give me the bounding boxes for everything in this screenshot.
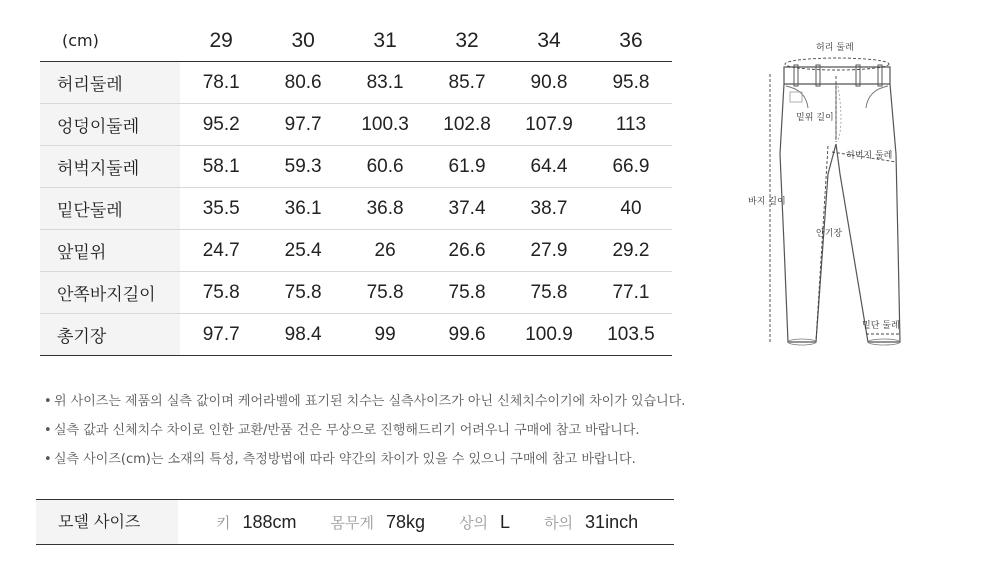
table-cell: 75.8 — [344, 272, 426, 314]
diagram-label-rise: 밑위 길이 — [796, 113, 834, 123]
table-cell: 100.9 — [508, 314, 590, 356]
model-height — [216, 512, 297, 533]
table-cell: 66.9 — [590, 146, 672, 188]
spec-value: 31inch — [585, 511, 639, 532]
table-cell: 59.3 — [262, 146, 344, 188]
table-cell: 64.4 — [508, 146, 590, 188]
table-cell: 77.1 — [590, 272, 672, 314]
bullet-icon: • — [44, 452, 52, 467]
table-cell: 38.7 — [508, 188, 590, 230]
spec-label: 키 — [216, 513, 231, 532]
table-row — [40, 230, 672, 272]
diagram-label-hem: 밑단 둘레 — [862, 321, 900, 331]
table-cell: 29.2 — [590, 230, 672, 272]
bullet-icon: • — [44, 394, 52, 409]
table-cell: 58.1 — [180, 146, 262, 188]
table-row — [40, 62, 672, 104]
pants-measurement-diagram — [740, 34, 910, 354]
note-text: 실측 값과 신체치수 차이로 인한 교환/반품 건은 무상으로 진행해드리기 어려우니 구매에 참고 바랍니다. — [54, 423, 640, 438]
spec-value: L — [500, 511, 511, 532]
table-cell: 95.8 — [590, 62, 672, 104]
diagram-label-thigh: 허벅지 둘레 — [846, 151, 893, 161]
table-cell: 26 — [344, 230, 426, 272]
table-cell: 26.6 — [426, 230, 508, 272]
row-label: 앞밑위 — [40, 230, 180, 272]
note-text: 실측 사이즈(cm)는 소재의 특성, 측정방법에 따라 약간의 차이가 있을 수 있으니 구매에 참고 바랍니다. — [54, 452, 636, 467]
row-label: 허리둘레 — [40, 62, 180, 104]
table-cell: 75.8 — [426, 272, 508, 314]
size-header: 31 — [344, 20, 426, 62]
size-header: 36 — [590, 20, 672, 62]
table-cell: 35.5 — [180, 188, 262, 230]
table-row — [40, 272, 672, 314]
spec-value: 188cm — [242, 511, 297, 532]
table-cell: 36.8 — [344, 188, 426, 230]
table-cell: 75.8 — [262, 272, 344, 314]
table-cell: 99 — [344, 314, 426, 356]
table-cell: 27.9 — [508, 230, 590, 272]
table-cell: 113 — [590, 104, 672, 146]
row-label: 밑단둘레 — [40, 188, 180, 230]
size-header: 32 — [426, 20, 508, 62]
table-cell: 75.8 — [508, 272, 590, 314]
row-label: 안쪽바지길이 — [40, 272, 180, 314]
table-cell: 78.1 — [180, 62, 262, 104]
size-header: 29 — [180, 20, 262, 62]
table-cell: 97.7 — [262, 104, 344, 146]
table-row — [40, 146, 672, 188]
model-top-size — [459, 512, 510, 533]
table-cell: 61.9 — [426, 146, 508, 188]
table-cell: 102.8 — [426, 104, 508, 146]
diagram-label-length: 바지 길이 — [748, 197, 786, 207]
diagram-label-waist: 허리 둘레 — [816, 43, 854, 53]
table-cell: 83.1 — [344, 62, 426, 104]
row-label: 총기장 — [40, 314, 180, 356]
diagram-label-inseam: 안기장 — [816, 229, 843, 239]
size-header: 30 — [262, 20, 344, 62]
table-cell: 107.9 — [508, 104, 590, 146]
table-cell: 99.6 — [426, 314, 508, 356]
spec-label: 상의 — [459, 513, 489, 532]
model-size-bar — [36, 499, 674, 545]
row-label: 엉덩이둘레 — [40, 104, 180, 146]
table-cell: 25.4 — [262, 230, 344, 272]
table-cell: 24.7 — [180, 230, 262, 272]
note-text: 위 사이즈는 제품의 실측 값이며 케어라벨에 표기된 치수는 실측사이즈가 아닌 신체치수이기에 차이가 있습니다. — [54, 394, 686, 409]
spec-label: 몸무게 — [330, 513, 375, 532]
unit-label: (cm) — [40, 20, 180, 62]
table-row — [40, 314, 672, 356]
model-weight — [331, 512, 426, 533]
table-cell: 98.4 — [262, 314, 344, 356]
table-cell: 40 — [590, 188, 672, 230]
table-cell: 97.7 — [180, 314, 262, 356]
note-item — [44, 450, 685, 479]
model-bottom-size — [544, 512, 638, 533]
table-cell: 100.3 — [344, 104, 426, 146]
bullet-icon: • — [44, 423, 52, 438]
table-cell: 103.5 — [590, 314, 672, 356]
table-row — [40, 188, 672, 230]
table-cell: 95.2 — [180, 104, 262, 146]
row-label: 허벅지둘레 — [40, 146, 180, 188]
table-cell: 37.4 — [426, 188, 508, 230]
size-notes — [44, 392, 685, 479]
note-item — [44, 392, 685, 421]
table-cell: 75.8 — [180, 272, 262, 314]
table-cell: 90.8 — [508, 62, 590, 104]
model-size-title: 모델 사이즈 — [36, 500, 178, 544]
size-header-row — [40, 20, 672, 62]
table-cell: 60.6 — [344, 146, 426, 188]
note-item — [44, 421, 685, 450]
size-table — [40, 20, 672, 356]
spec-value: 78kg — [386, 511, 426, 532]
table-cell: 85.7 — [426, 62, 508, 104]
table-cell: 80.6 — [262, 62, 344, 104]
table-row — [40, 104, 672, 146]
spec-label: 하의 — [544, 513, 574, 532]
table-cell: 36.1 — [262, 188, 344, 230]
size-header: 34 — [508, 20, 590, 62]
